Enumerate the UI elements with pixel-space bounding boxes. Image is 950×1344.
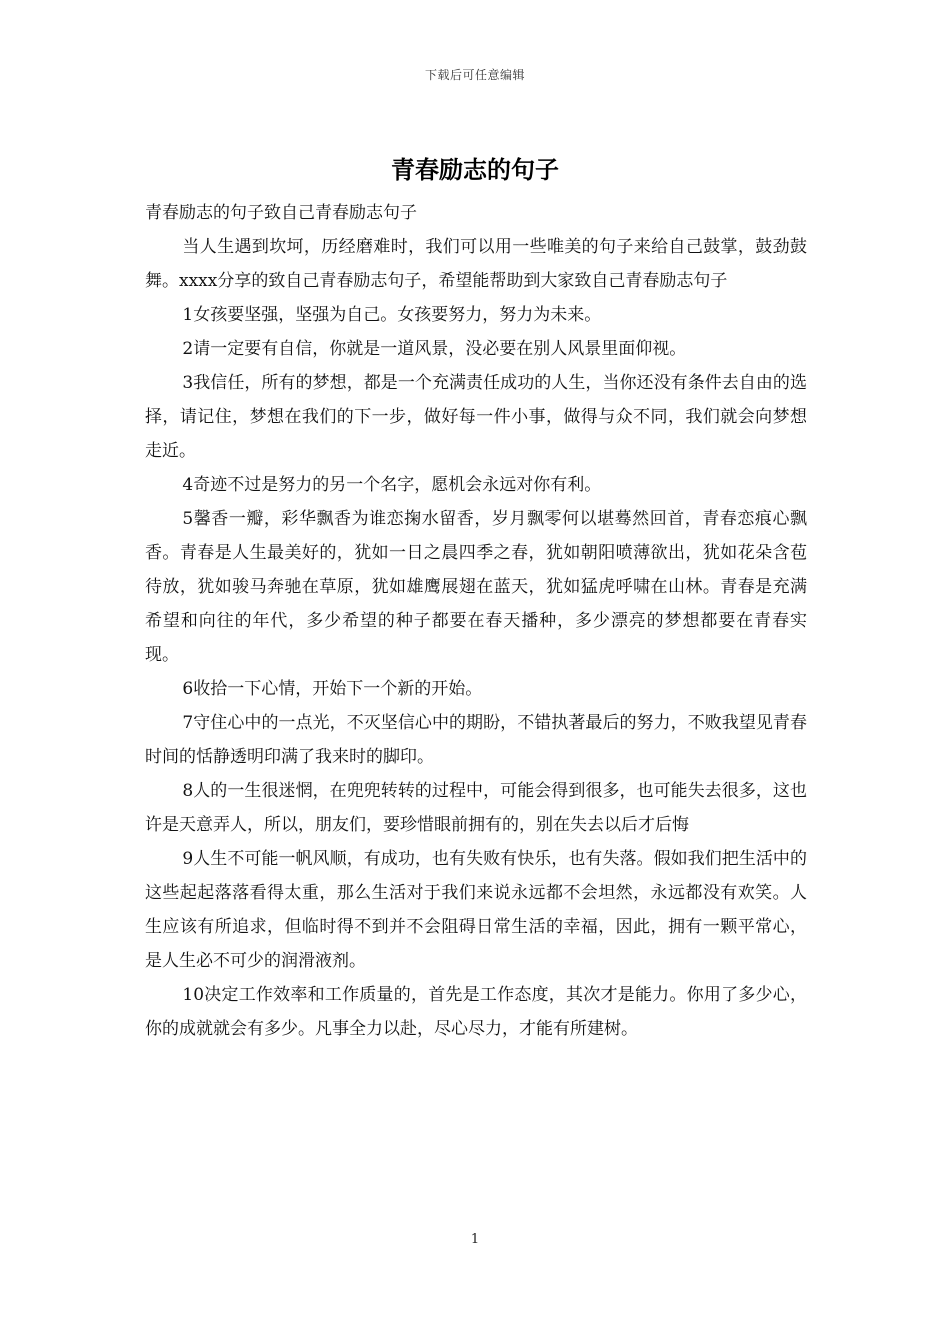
quote-paragraph-9: 9人生不可能一帆风顺，有成功，也有失败有快乐，也有失落。假如我们把生活中的这些起起落落看得太重，那么生活对于我们来说永远都不会坦然，永远都没有欢笑。人生应该有所追求，但临时得不到并不会阻碍日常生活的幸福，因此，拥有一颗平常心，是人生必不可少的润滑液剂。 <box>145 849 807 971</box>
page-header-note: 下载后可任意编辑 <box>424 68 525 82</box>
quote-paragraph-2: 2请一定要有自信，你就是一道风景，没必要在别人风景里面仰视。 <box>182 339 687 359</box>
document-body <box>145 196 807 1046</box>
quote-paragraph-5: 5馨香一瓣，彩华飘香为谁恋掬水留香，岁月飘零何以堪蓦然回首，青春恋痕心飘香。青春是人生最美好的，犹如一日之晨四季之春，犹如朝阳喷薄欲出，犹如花朵含苞待放，犹如骏马奔驰在草原，犹如雄鹰展翅在蓝天，犹如猛虎呼啸在山林。青春是充满希望和向往的年代，多少希望的种子都要在春天播种，多少漂亮的梦想都要在青春实现。 <box>145 509 807 665</box>
document-subtitle: 青春励志的句子致自己青春励志句子 <box>145 203 417 223</box>
quote-paragraph-10: 10决定工作效率和工作质量的，首先是工作态度，其次才是能力。你用了多少心，你的成就就会有多少。凡事全力以赴，尽心尽力，才能有所建树。 <box>145 985 807 1039</box>
document-title: 青春励志的句子 <box>391 155 559 184</box>
quote-paragraph-8: 8人的一生很迷惘，在兜兜转转的过程中，可能会得到很多，也可能失去很多，这也许是天意弄人，所以，朋友们，要珍惜眼前拥有的，别在失去以后才后悔 <box>145 781 807 835</box>
quote-paragraph-1: 1女孩要坚强，坚强为自己。女孩要努力，努力为未来。 <box>182 305 602 325</box>
quote-paragraph-4: 4奇迹不过是努力的另一个名字，愿机会永远对你有利。 <box>182 475 602 495</box>
quote-paragraph-7: 7守住心中的一点光，不灭坚信心中的期盼，不错执著最后的努力，不败我望见青春时间的恬静透明印满了我来时的脚印。 <box>145 713 807 767</box>
page-number: 1 <box>470 1232 480 1247</box>
quote-paragraph-6: 6收拾一下心情，开始下一个新的开始。 <box>182 679 483 699</box>
quote-paragraph-3: 3我信任，所有的梦想，都是一个充满责任成功的人生，当你还没有条件去自由的选择，请记住，梦想在我们的下一步，做好每一件小事，做得与众不同，我们就会向梦想走近。 <box>145 373 807 461</box>
intro-paragraph: 当人生遇到坎坷，历经磨难时，我们可以用一些唯美的句子来给自己鼓掌，鼓劲鼓舞。xxxx分享的致自己青春励志句子，希望能帮助到大家致自己青春励志句子 <box>145 237 807 291</box>
